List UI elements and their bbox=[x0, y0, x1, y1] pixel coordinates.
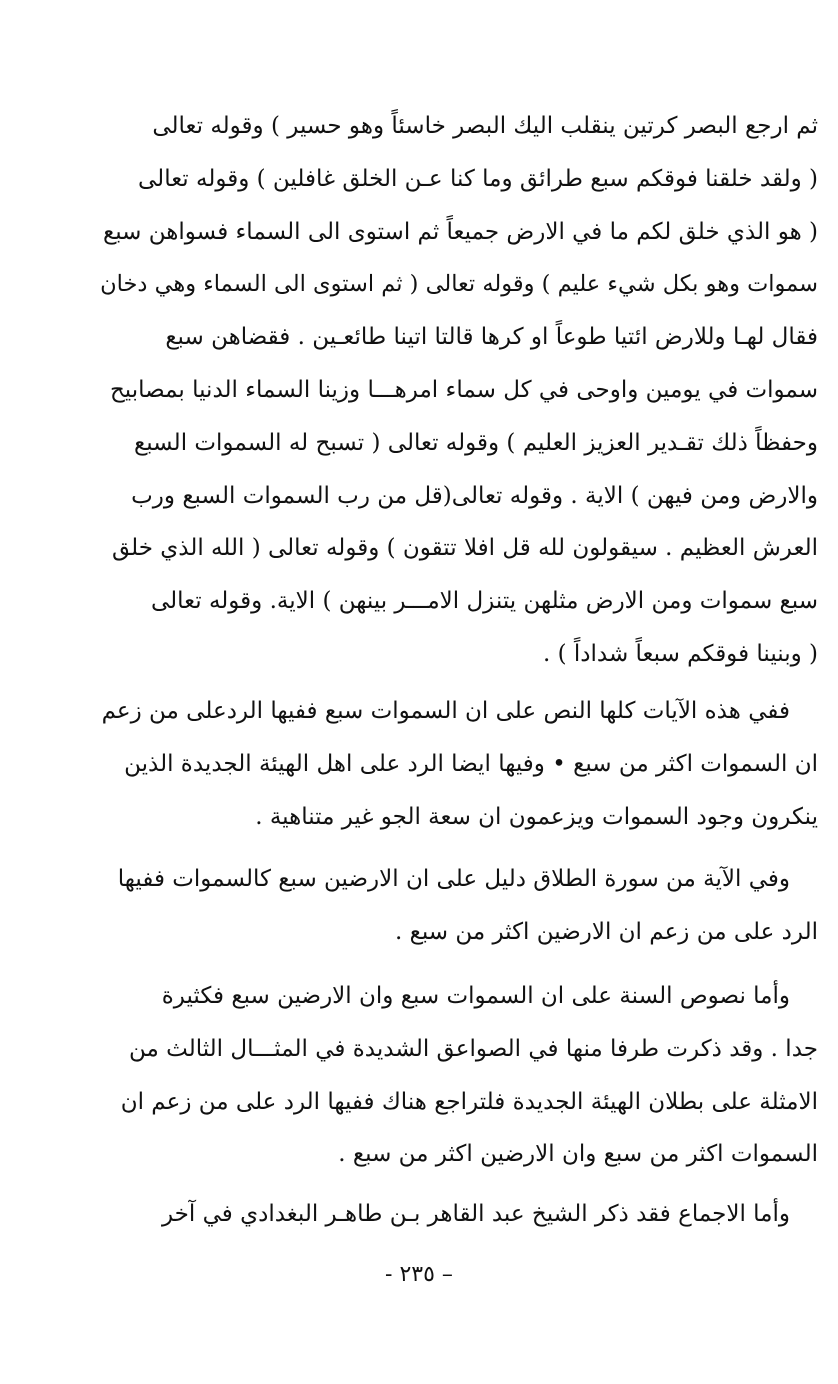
text-line: جدا . وقد ذكرت طرفا منها في الصواعق الشديدة في المثـــال الثالث من bbox=[128, 1035, 818, 1062]
text-line: ففي هذه الآيات كلها النص على ان السموات سبع ففيها الردعلى من زعم bbox=[101, 698, 790, 724]
text-line: ثم ارجع البصر كرتين ينقلب اليك البصر خاسئاً وهو حسير ) وقوله تعالى bbox=[152, 113, 818, 139]
page-number: – ٢٣٥ - bbox=[385, 1262, 453, 1287]
paragraph-4 bbox=[96, 970, 818, 1181]
paragraph-2 bbox=[96, 685, 818, 843]
text-line: السموات اكثر من سبع وان الارضين اكثر من سبع . bbox=[338, 1141, 818, 1168]
text-line: الامثلة على بطلان الهيئة الجديدة فلتراجع هناك ففيها الرد على من زعم ان bbox=[120, 1088, 818, 1115]
text-line: الرد على من زعم ان الارضين اكثر من سبع . bbox=[394, 918, 818, 945]
paragraph-3 bbox=[96, 853, 818, 959]
text-line: ( هو الذي خلق لكم ما في الارض جميعاً ثم استوى الى السماء فسواهن سبع bbox=[103, 218, 818, 245]
text-line: سبع سموات ومن الارض مثلهن يتنزل الامـــر بينهن ) الاية. وقوله تعالى bbox=[150, 588, 818, 615]
text-line: ان السموات اكثر من سبع • وفيها ايضا الرد على اهل الهيئة الجديدة الذين bbox=[124, 750, 818, 777]
text-line: فقال لهـا وللارض ائتيا طوعاً او كرها قالتا اتينا طائعـين . فقضاهن سبع bbox=[165, 324, 818, 351]
text-line: وحفظاً ذلك تقـدير العزيز العليم ) وقوله تعالى ( تسبح له السموات السبع bbox=[133, 429, 818, 456]
text-line: ( وبنينا فوقكم سبعاً شداداً ) . bbox=[542, 640, 818, 667]
text-line: سموات في يومين واوحى في كل سماء امرهـــا وزينا السماء الدنيا بمصابيح bbox=[109, 376, 818, 403]
text-line: وأما الاجماع فقد ذكر الشيخ عبد القاهر بـن طاهـر البغدادي في آخر bbox=[161, 1201, 790, 1227]
text-line: ينكرون وجود السموات ويزعمون ان سعة الجو غير متناهية . bbox=[255, 803, 818, 830]
text-line: وأما نصوص السنة على ان السموات سبع وان الارضين سبع فكثيرة bbox=[161, 983, 790, 1009]
text-line: ( ولقد خلقنا فوقكم سبع طرائق وما كنا عـن الخلق غافلين ) وقوله تعالى bbox=[138, 165, 818, 192]
paragraph-1 bbox=[96, 100, 818, 681]
text-line: سموات وهو بكل شيء عليم ) وقوله تعالى ( ثم استوى الى السماء وهي دخان bbox=[100, 271, 818, 298]
paragraph-5 bbox=[96, 1188, 818, 1241]
text-line: وفي الآية من سورة الطلاق دليل على ان الارضين سبع كالسموات ففيها bbox=[117, 866, 790, 892]
text-line: العرش العظيم . سيقولون لله قل افلا تتقون ) وقوله تعالى ( الله الذي خلق bbox=[111, 535, 818, 562]
text-line: والارض ومن فيهن ) الاية . وقوله تعالى(قل من رب السموات السبع ورب bbox=[131, 482, 818, 509]
